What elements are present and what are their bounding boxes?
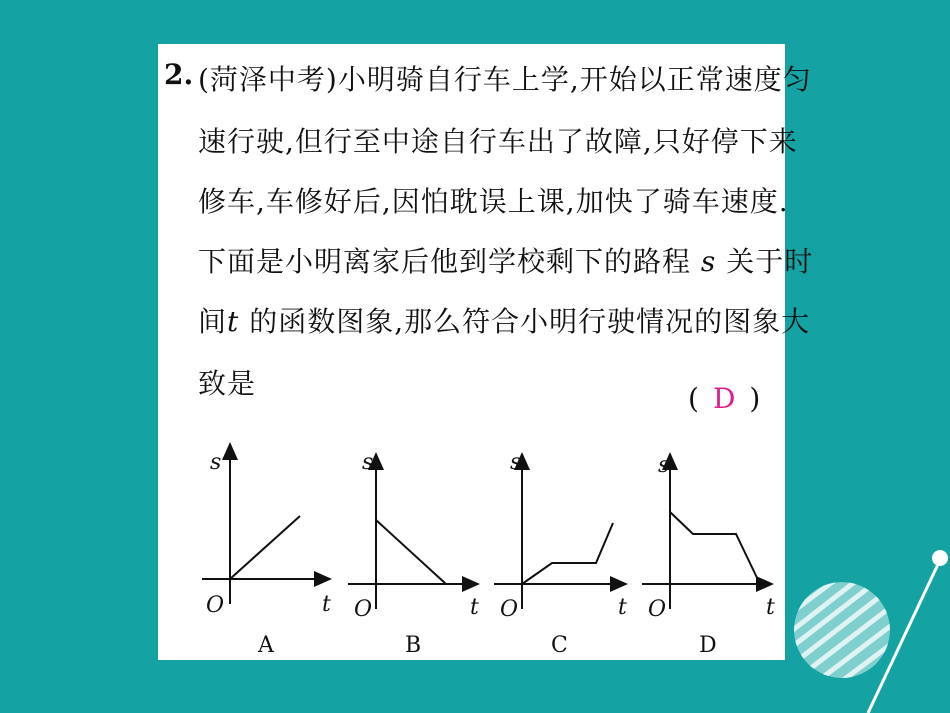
question-line-4: 下面是小明离家后他到学校剩下的路程 s 关于时 xyxy=(198,245,814,278)
graph-b-label: B xyxy=(405,633,422,658)
graph-d-axis-x: t xyxy=(766,595,775,620)
question-line-2: 速行驶,但行至中途自行车出了故障,只好停下来 xyxy=(198,125,798,158)
graph-b-axis-y: s xyxy=(362,450,374,475)
question-line-1: (菏泽中考)小明骑自行车上学,开始以正常速度匀 xyxy=(198,63,812,96)
graph-d-origin: O xyxy=(648,597,667,622)
graph-a-origin: O xyxy=(206,593,225,618)
answer-bracket: ( D ) xyxy=(688,382,761,415)
answer-choice: D xyxy=(712,382,736,415)
graph-d-label: D xyxy=(699,633,717,658)
question-number: 2. xyxy=(164,58,194,91)
var-t: t xyxy=(227,305,240,338)
graph-a-label: A xyxy=(258,633,274,658)
graph-d-axis-y: s xyxy=(658,453,670,478)
graph-a-axis-y: s xyxy=(210,450,222,475)
graph-b-origin: O xyxy=(354,597,373,622)
var-s: s xyxy=(700,245,717,278)
graph-c-origin: O xyxy=(500,597,519,622)
question-line-3: 修车,车修好后,因怕耽误上课,加快了骑车速度. xyxy=(198,185,789,218)
graph-a-axis-x: t xyxy=(322,592,331,617)
graph-c-axis-x: t xyxy=(618,595,627,620)
pin-head-icon xyxy=(932,550,948,566)
graph-b-axis-x: t xyxy=(470,595,479,620)
graph-c-axis-y: s xyxy=(510,450,522,475)
striped-circle-icon xyxy=(775,560,915,712)
graph-c-label: C xyxy=(551,633,568,658)
question-line-5: 间t 的函数图象,那么符合小明行驶情况的图象大 xyxy=(198,305,811,338)
question-line-6: 致是 xyxy=(198,367,257,400)
